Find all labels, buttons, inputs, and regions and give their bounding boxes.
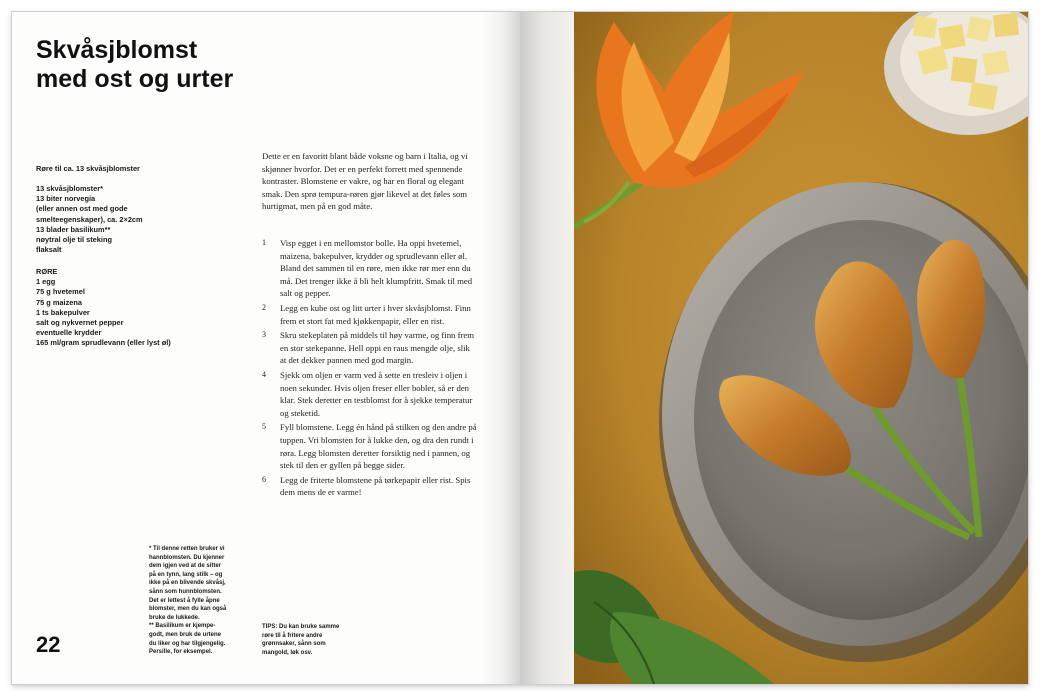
yield-text	[36, 164, 140, 174]
footnote: * Til denne retten bruker vi hannblomsten. Du kjenner dem igjen ved at de sitter på en tynn, lang stilk – og ikke på en blivende skvåsj, sånn som hunnblomsten. Det er lettest å fylle åpne blomster, men du kan også bruke de lukkede. ** Basilikum er kjempe- godt, men bruk de urtene du liker og har tilgjengelig. Persille, for eksempel.	[149, 546, 227, 656]
step-item	[262, 329, 477, 367]
step-text: Fyll blomstene. Legg én hånd på stilken og den andre på tuppen. Vri blomsten for å lukke den, og dra den rundt i røra. Legg blomsten deretter forsiktig ned i pannen, og stek til den er gyllen på begge sider.	[280, 422, 477, 471]
step-number: 4	[262, 369, 266, 379]
ingredient-item: eventuelle krydder	[36, 328, 102, 338]
cheese-cube	[951, 57, 977, 83]
ingredient-item: salt og nykvernet pepper	[36, 318, 124, 328]
ingredient-item: 1 egg	[36, 277, 56, 287]
fried-squash-blossoms-photo	[574, 12, 1028, 684]
ingredient-item: 75 g maizena	[36, 297, 83, 307]
step-text: Sjekk om oljen er varm ved å sette en tresleiv i oljen i noen sekunder. Hvis oljen freser eller bobler, så er den klar. Stek deretter en testblomst for å sjekke temperatur og steketid.	[280, 369, 473, 418]
step-text: Visp egget i en mellomstor bolle. Ha oppi hvetemel, maizena, bakepulver, krydder og sprudlevann eller øl. Bland det sammen til en røre, men ikke rør mer enn du må. Det trenger ikke å bli helt klumpfritt. Smak til med salt og pepper.	[280, 238, 473, 299]
cheese-cube	[968, 82, 998, 110]
step-number: 3	[262, 330, 266, 340]
ingredient-list-batter	[36, 267, 171, 349]
step-number: 5	[262, 422, 266, 432]
gutter-shadow	[482, 12, 520, 684]
cheese-cube	[993, 13, 1019, 37]
cheese-cube	[913, 16, 938, 39]
ingredient-item: 13 biter norvegia	[36, 194, 96, 204]
batter-heading: RØRE	[36, 267, 58, 276]
recipe-intro: Dette er en favoritt blant både voksne og barn i Italia, og vi skjønner hvorfor. Det er en perfekt forrett med spennende kontraster. Blomstene er vakre, og har en floral og elegant smak. Den sprø tempura-røren gjør likevel at det føles som hurtigmat, men på en god måte.	[262, 151, 468, 212]
cheese-cube	[966, 16, 992, 42]
cheese-cube	[982, 50, 1009, 75]
ingredient-item: (eller annen ost med gode	[36, 204, 128, 214]
step-text: Legg de friterte blomstene på tørkepapir eller rist. Spis dem mens de er varme!	[280, 474, 471, 498]
ingredient-item: 13 skvåsjblomster*	[36, 184, 103, 193]
step-number: 1	[262, 238, 266, 247]
book-spread	[12, 12, 1028, 684]
yield-line: Røre til ca. 13 skvåsjblomster	[36, 164, 140, 173]
step-text: Legg en kube ost og litt urter i hver skvåsjblomst. Finn frem et stort fat med kjøkkenpapir, eller en rist.	[280, 302, 471, 326]
step-number: 2	[262, 302, 266, 312]
page-number: 22	[36, 632, 61, 657]
step-item	[262, 369, 477, 419]
left-page	[12, 12, 520, 684]
step-list	[262, 237, 477, 501]
step-number: 6	[262, 474, 266, 484]
ingredient-item: 165 ml/gram sprudlevann (eller lyst øl)	[36, 338, 171, 348]
step-item	[262, 421, 477, 471]
ingredient-item: 13 blader basilikum**	[36, 224, 111, 234]
step-item	[262, 474, 477, 499]
ingredient-item: nøytral olje til steking	[36, 235, 112, 245]
step-text: Skru stekeplaten på middels til høy varme, og finn frem en stor stekepanne. Hell oppi en raus mengde olje, slik at det dekker pannen med god margin.	[280, 330, 474, 366]
step-item	[262, 302, 477, 327]
step-item	[262, 237, 477, 300]
recipe-title: Skvåsjblomst med ost og urter	[36, 36, 234, 93]
ingredient-list-main	[36, 184, 143, 255]
ingredient-item: 75 g hvetemel	[36, 287, 85, 297]
ingredient-item: 1 ts bakepulver	[36, 307, 90, 317]
ingredient-item: flaksalt	[36, 245, 62, 255]
gutter-shadow	[520, 12, 575, 684]
tips-note: TIPS: Du kan bruke samme røre til å fritere andre grønnsaker, sånn som mangold, løk osv.	[262, 624, 340, 656]
ingredient-item: smelteegenskaper), ca. 2×2cm	[36, 214, 143, 224]
